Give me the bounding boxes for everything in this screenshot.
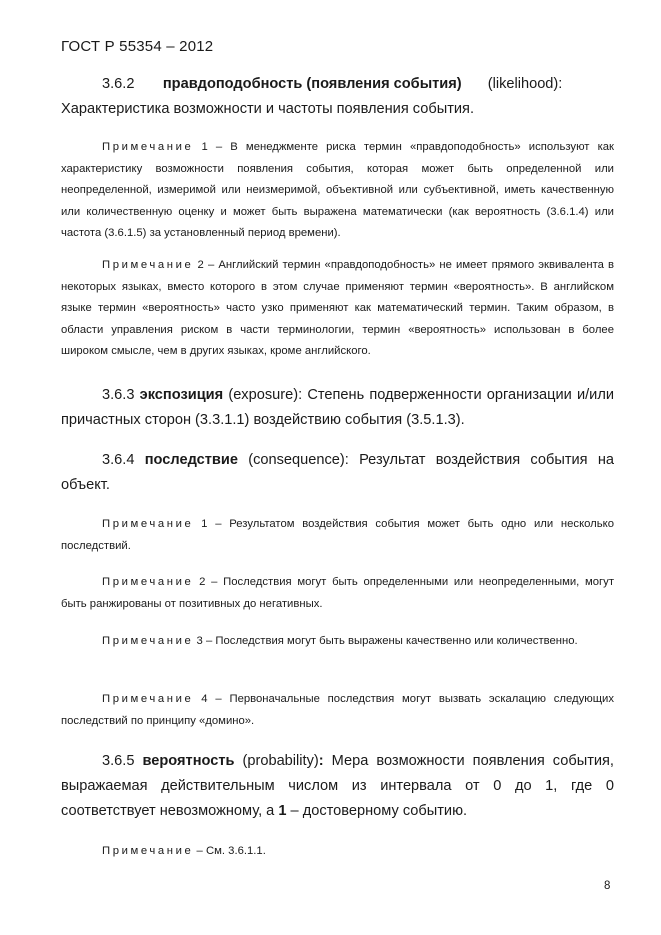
note-label: Примечание bbox=[102, 518, 194, 530]
term-3-6-5 bbox=[61, 749, 614, 824]
term-definition: Результат воздействия события на объект. bbox=[61, 452, 614, 493]
term-number: 3.6.5 bbox=[102, 753, 135, 769]
term-name: правдоподобность (появления события) bbox=[162, 76, 462, 92]
note-number: 1 bbox=[201, 518, 208, 530]
term-definition-bold-one: 1 bbox=[278, 803, 287, 819]
note-text: – Последствия могут быть определенными или неопределенными, могут быть ранжированы от позитивных до негативных. bbox=[61, 576, 614, 610]
term-name: вероятность bbox=[142, 753, 235, 769]
term-colon: : bbox=[318, 753, 324, 769]
note-text: – Первоначальные последствия могут вызвать эскалацию следующих последствий по принципу «домино». bbox=[61, 693, 614, 727]
term-name: последствие bbox=[144, 452, 238, 468]
note-text: – Последствия могут быть выражены качественно или количественно. bbox=[205, 635, 578, 647]
note-label: Примечание bbox=[102, 693, 194, 705]
term-definition-end: – достоверному событию. bbox=[286, 803, 468, 819]
term-definition: Степень подверженности организации и/или причастных сторон (3.3.1.1) воздействию события (3.5.1.3). bbox=[61, 387, 614, 428]
term-3-6-3 bbox=[61, 383, 614, 433]
page-number: 8 bbox=[604, 880, 611, 892]
note-text: – Английский термин «правдоподобность» не имеет прямого эквивалента в некоторых языках, вместо которого в этом случае применяют термин «вероятность». В английском языке термин «вероятность» часто узко применяют как математический термин. Таким образом, в области управления риском в части терминологии, термин «вероятность» использован в более широком смысле, чем в других языках, кроме английского. bbox=[61, 259, 615, 357]
note-3-6-4-1 bbox=[61, 514, 614, 557]
term-name: экспозиция bbox=[139, 387, 224, 403]
note-3-6-4-4 bbox=[61, 689, 614, 732]
note-label: Примечание bbox=[102, 576, 194, 588]
term-definition-start: Мера возможности появления события, выражаемая действительным числом из интервала от 0 до 1, где 0 соответствует невозможному, а bbox=[61, 753, 614, 819]
term-number: 3.6.4 bbox=[102, 452, 135, 468]
note-label: Примечание bbox=[102, 141, 194, 153]
note-3-6-4-3 bbox=[61, 631, 614, 653]
note-number: 2 bbox=[199, 576, 206, 588]
note-3-6-2-2 bbox=[61, 255, 614, 363]
note-number: 1 bbox=[201, 141, 208, 153]
note-label: Примечание bbox=[102, 635, 194, 647]
note-number: 3 bbox=[196, 635, 203, 647]
term-definition: Характеристика возможности и частоты появления события. bbox=[61, 101, 475, 117]
note-label: Примечание bbox=[102, 259, 194, 271]
note-text: – В менеджменте риска термин «правдоподобность» используют как характеристику возможности появления события, которая может быть определенной или неопределенной, измеримой или неизмеримой, объективной или субъективной, иметь качественную или количественную оценку и может быть выражена математически (как вероятность (3.6.1.4) или частота (3.6.1.5) за установленный период времени). bbox=[61, 141, 614, 239]
note-number: 4 bbox=[201, 693, 208, 705]
term-3-6-2 bbox=[61, 72, 614, 122]
term-english: (consequence): bbox=[248, 452, 349, 468]
note-label: Примечание bbox=[102, 845, 194, 857]
term-number: 3.6.3 bbox=[102, 387, 135, 403]
note-3-6-5 bbox=[61, 841, 614, 863]
note-text: – См. 3.6.1.1. bbox=[196, 845, 266, 857]
document-header: ГОСТ Р 55354 – 2012 bbox=[61, 38, 214, 55]
term-english: (probability) bbox=[242, 753, 319, 769]
note-text: – Результатом воздействия события может быть одно или несколько последствий. bbox=[61, 518, 615, 552]
term-english: (likelihood): bbox=[487, 76, 563, 92]
note-3-6-4-2 bbox=[61, 572, 614, 615]
term-english: (exposure): bbox=[228, 387, 303, 403]
note-3-6-2-1 bbox=[61, 137, 614, 245]
term-number: 3.6.2 bbox=[102, 76, 135, 92]
note-number: 2 bbox=[197, 259, 204, 271]
term-3-6-4 bbox=[61, 448, 614, 498]
